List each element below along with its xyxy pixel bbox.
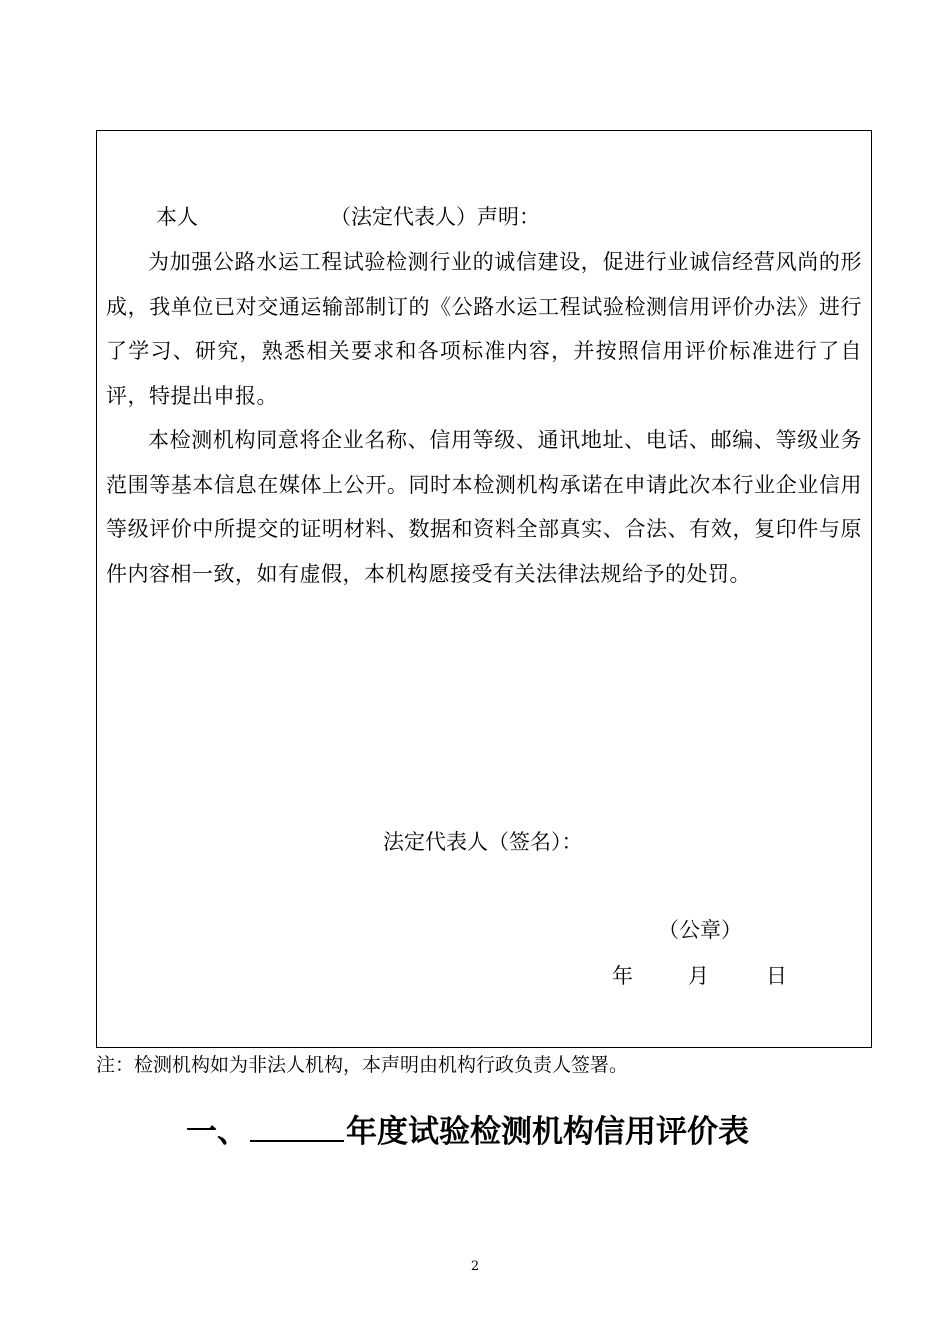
declarant-suffix: （法定代表人）声明： [330,205,540,229]
page-number: 2 [470,1259,480,1274]
seal-label: （公章） [658,918,742,942]
date-month: 月 [688,964,709,988]
year-blank [250,1108,344,1142]
section-title: 年度试验检测机构信用评价表 [346,1114,749,1150]
signature-label: 法定代表人（签名）： [383,830,583,854]
section-heading [186,1108,749,1155]
declaration-intro [156,202,540,232]
declaration-paragraph-2: 本检测机构同意将企业名称、信用等级、通讯地址、电话、邮编、等级业务范围等基本信息在媒体上公开。同时本检测机构承诺在申请此次本行业企业信用等级评价中所提交的证明材料、数据和资料全部真实、合法、有效，复印件与原件内容相一致，如有虚假，本机构愿接受有关法律法规给予的处罚。 [106,428,862,586]
declaration-paragraph-1: 为加强公路水运工程试验检测行业的诚信建设，促进行业诚信经营风尚的形成，我单位已对交通运输部制订的《公路水运工程试验检测信用评价办法》进行了学习、研究，熟悉相关要求和各项标准内容，并按照信用评价标准进行了自评，特提出申报。 [106,250,862,408]
date-year: 年 [612,964,633,988]
date-row [612,960,787,992]
date-day: 日 [766,964,787,988]
section-number: 一、 [186,1114,248,1150]
footnote: 注：检测机构如为非法人机构，本声明由机构行政负责人签署。 [96,1054,629,1076]
declarant-prefix: 本人 [156,205,198,229]
